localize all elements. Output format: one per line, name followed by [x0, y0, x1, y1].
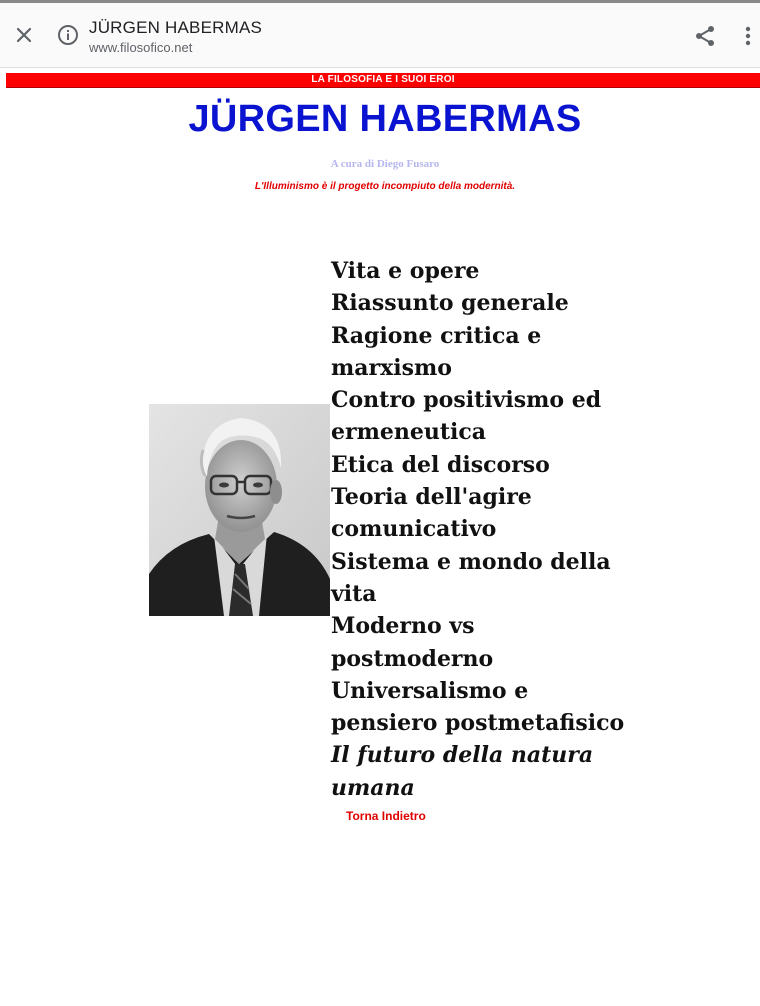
- toc-item-vita-e-opere[interactable]: Vita e opere: [331, 258, 480, 284]
- share-icon[interactable]: [693, 24, 717, 48]
- toc-item-ragione-critica[interactable]: Ragione critica e marxismo: [331, 322, 542, 381]
- toc-item-moderno-postmoderno[interactable]: Moderno vs postmoderno: [331, 613, 494, 672]
- site-banner: [6, 73, 760, 87]
- page-title: JÜRGEN HABERMAS: [188, 98, 582, 140]
- banner-text: LA FILOSOFIA E I SUOI EROI: [311, 74, 455, 85]
- toolbar-url: www.filosofico.net: [89, 40, 193, 55]
- info-icon[interactable]: [57, 24, 79, 46]
- toc-item-futuro-natura-umana[interactable]: Il futuro della natura umana: [331, 742, 594, 801]
- toc-item-riassunto-generale[interactable]: Riassunto generale: [331, 290, 569, 317]
- toc-item-sistema-mondo-vita[interactable]: Sistema e mondo della vita: [331, 548, 611, 607]
- toc-item-positivismo-ermeneutica[interactable]: Contro positivismo ed ermeneutica: [331, 387, 602, 446]
- toolbar-title: JÜRGEN HABERMAS: [89, 18, 263, 37]
- toc-item-agire-comunicativo[interactable]: Teoria dell'agire comunicativo: [331, 484, 532, 543]
- back-link[interactable]: Torna Indietro: [346, 809, 426, 823]
- motto-quote: L'Illuminismo è il progetto incompiuto della modernità.: [254, 181, 516, 192]
- table-of-contents: [331, 255, 631, 804]
- portrait-photo: [149, 404, 330, 616]
- close-icon[interactable]: [12, 23, 36, 47]
- more-vert-icon[interactable]: [736, 24, 760, 48]
- toc-item-etica-del-discorso[interactable]: Etica del discorso: [331, 451, 550, 478]
- toc-item-universalismo[interactable]: Universalismo e pensiero postmetafisico: [331, 677, 625, 737]
- custom-tab-toolbar: [0, 3, 760, 68]
- curator-credit: A cura di Diego Fusaro: [330, 158, 440, 170]
